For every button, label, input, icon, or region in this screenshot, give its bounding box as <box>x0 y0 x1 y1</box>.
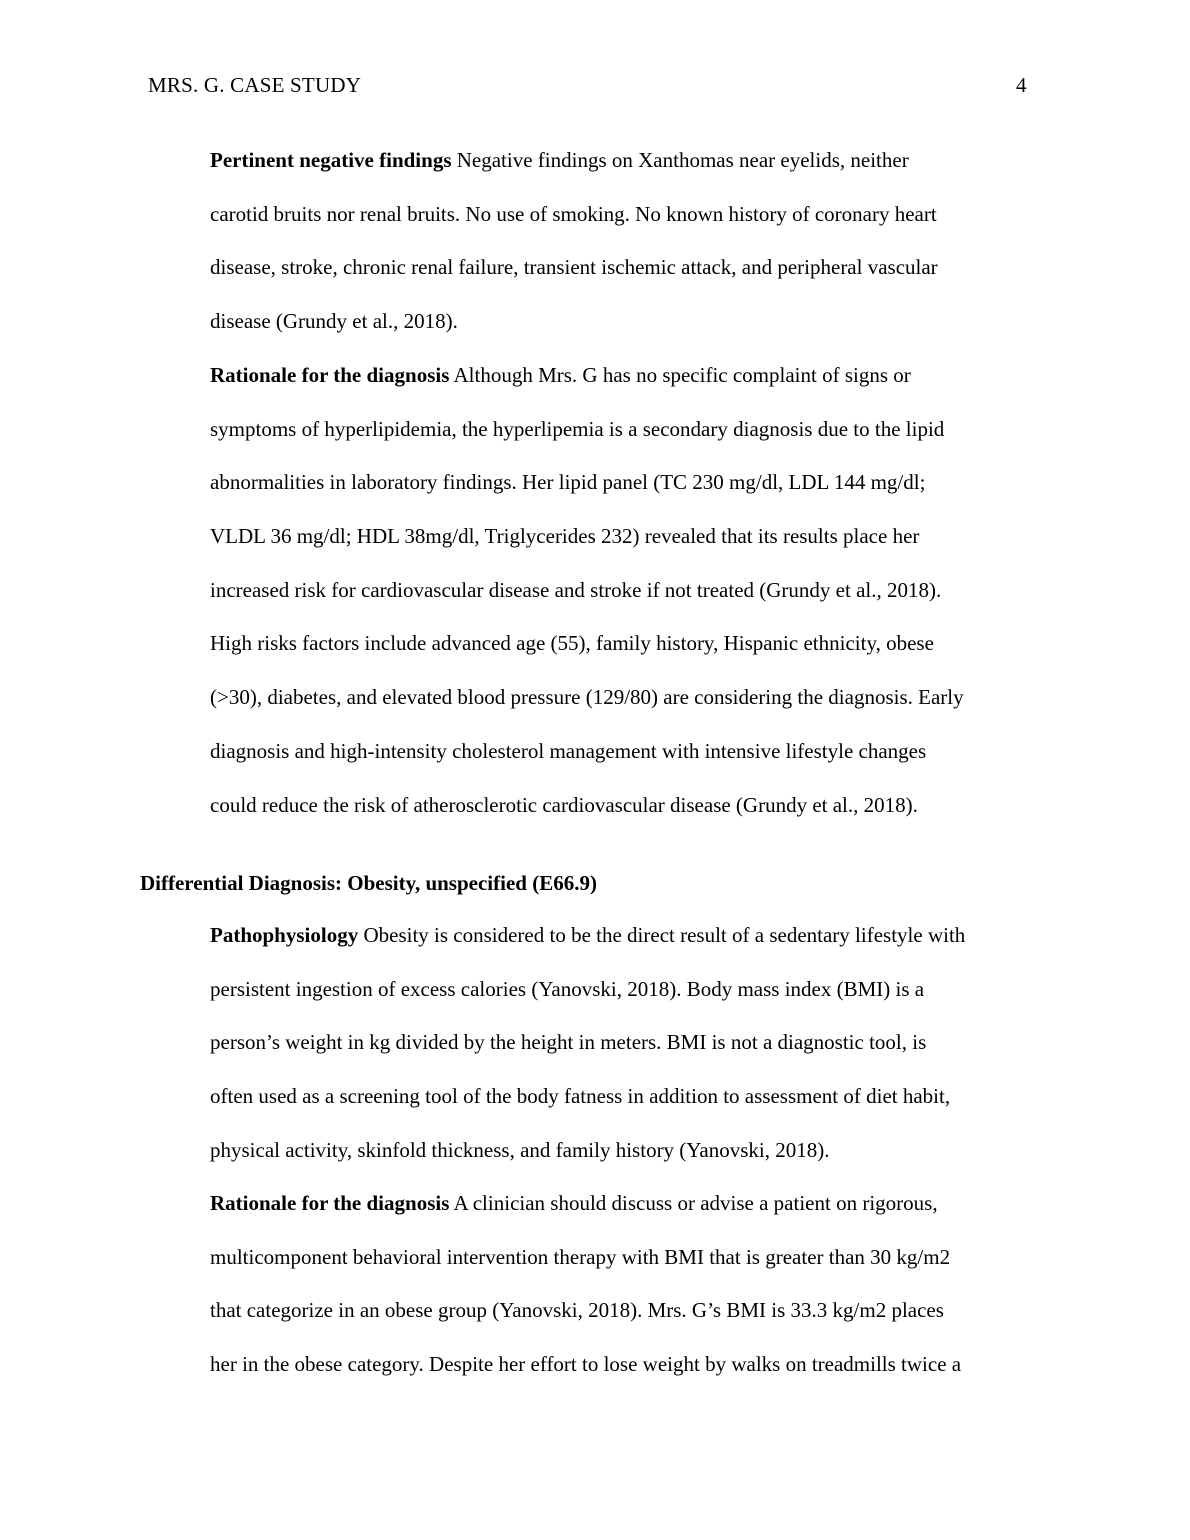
paragraph-label: Pertinent negative findings <box>210 148 452 172</box>
running-head: MRS. G. CASE STUDY <box>148 73 362 97</box>
paragraph-line: often used as a screening tool of the body fatness in addition to assessment of diet habit, <box>210 1084 951 1109</box>
paragraph-line: Rationale for the diagnosis Although Mrs. G has no specific complaint of signs or <box>210 363 911 387</box>
paragraph-line: VLDL 36 mg/dl; HDL 38mg/dl, Triglycerides 232) revealed that its results place her <box>210 524 920 549</box>
pertinent-negative-paragraph <box>210 134 1055 349</box>
paragraph-label: Pathophysiology <box>210 923 359 947</box>
paragraph-line: Pertinent negative findings Negative findings on Xanthomas near eyelids, neither <box>210 148 909 172</box>
paragraph-line: person’s weight in kg divided by the height in meters. BMI is not a diagnostic tool, is <box>210 1030 927 1055</box>
page-number: 4 <box>1016 73 1027 97</box>
paragraph-line: carotid bruits nor renal bruits. No use of smoking. No known history of coronary heart <box>210 201 937 226</box>
paragraph-line: Rationale for the diagnosis A clinician should discuss or advise a patient on rigorous, <box>210 1191 938 1215</box>
paragraph-line: increased risk for cardiovascular disease and stroke if not treated (Grundy et al., 2018). <box>210 577 942 602</box>
paragraph-line: disease (Grundy et al., 2018). <box>210 309 458 334</box>
differential-diagnosis-heading: Differential Diagnosis: Obesity, unspecified (E66.9) <box>140 871 597 895</box>
paragraph-line: persistent ingestion of excess calories (Yanovski, 2018). Body mass index (BMI) is a <box>210 976 925 1001</box>
paragraph-line: multicomponent behavioral intervention therapy with BMI that is greater than 30 kg/m2 <box>210 1244 951 1269</box>
paragraph-line: disease, stroke, chronic renal failure, transient ischemic attack, and peripheral vascular <box>210 255 938 280</box>
rationale-obesity-paragraph <box>210 1177 1055 1392</box>
paragraph-line: diagnosis and high-intensity cholesterol management with intensive lifestyle changes <box>210 738 927 763</box>
paragraph-line: High risks factors include advanced age (55), family history, Hispanic ethnicity, obese <box>210 631 934 656</box>
paragraph-line: Pathophysiology Obesity is considered to be the direct result of a sedentary lifestyle with <box>210 923 966 947</box>
paragraph-line: her in the obese category. Despite her effort to lose weight by walks on treadmills twice a <box>210 1352 962 1377</box>
rationale-hyperlipidemia-paragraph <box>210 349 1055 832</box>
pathophysiology-paragraph <box>210 909 1055 1177</box>
paragraph-label: Rationale for the diagnosis <box>210 1191 450 1215</box>
paragraph-line: abnormalities in laboratory findings. Her lipid panel (TC 230 mg/dl, LDL 144 mg/dl; <box>210 470 926 495</box>
paragraph-line: that categorize in an obese group (Yanovski, 2018). Mrs. G’s BMI is 33.3 kg/m2 places <box>210 1298 944 1323</box>
paragraph-line: (>30), diabetes, and elevated blood pressure (129/80) are considering the diagnosis. Early <box>210 685 964 710</box>
paragraph-line: symptoms of hyperlipidemia, the hyperlipemia is a secondary diagnosis due to the lipid <box>210 416 945 441</box>
paragraph-label: Rationale for the diagnosis <box>210 363 450 387</box>
paragraph-line: could reduce the risk of atherosclerotic cardiovascular disease (Grundy et al., 2018). <box>210 792 918 817</box>
paragraph-line: physical activity, skinfold thickness, and family history (Yanovski, 2018). <box>210 1137 830 1162</box>
